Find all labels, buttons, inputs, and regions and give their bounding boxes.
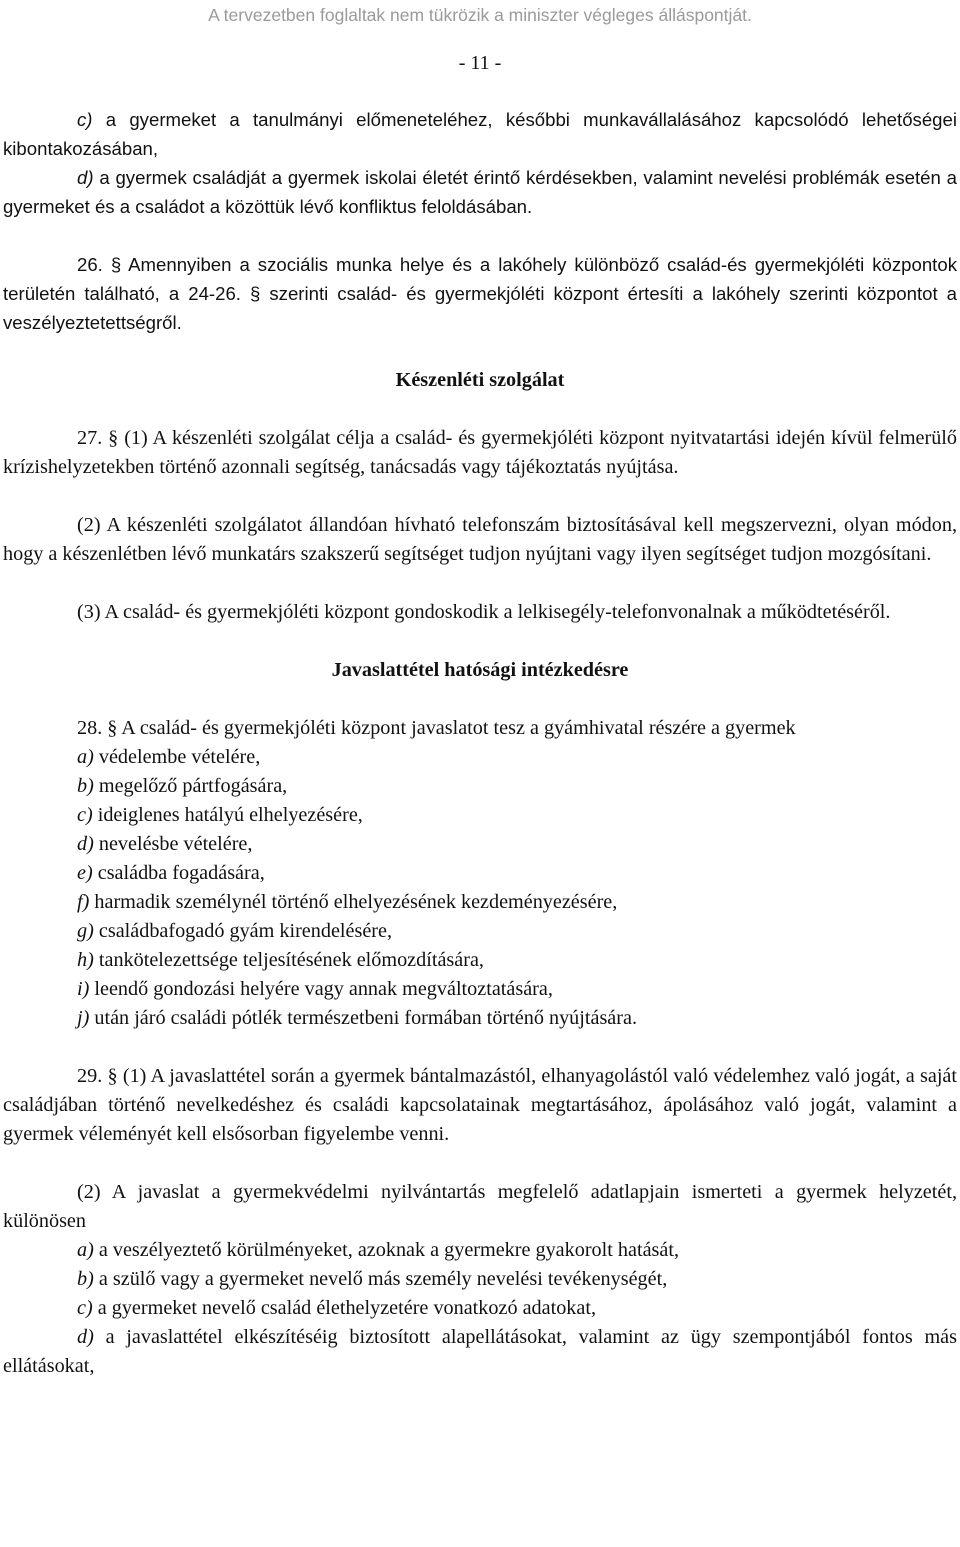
list-item-c: c) a gyermeket a tanulmányi előmeneteléhez, későbbi munkavállalásához kapcsolódó lehetőségei kibontakozásában, (3, 109, 957, 159)
list-item: a) védelembe vételére, (77, 746, 261, 768)
list-item-d: d) a gyermek családját a gyermek iskolai életét érintő kérdésekben, valamint nevelési problémák esetén a gyermeket és a családot a közöttük lévő konfliktus feloldásában. (3, 167, 957, 217)
section-27-paragraph-2: (2) A készenléti szolgálatot állandóan hívható telefonszám biztosításával kell megszervezni, olyan módon, hogy a készenlétben lévő munkatárs szakszerű segítséget tudjon nyújtani vagy ilyen segítséget tudjon mozgósítani. (3, 514, 957, 565)
list-item: f) harmadik személynél történő elhelyezésének kezdeményezésére, (77, 891, 618, 913)
page-number: - 11 - (458, 52, 502, 74)
section-29-list (3, 1236, 957, 1381)
list-item: j) után járó családi pótlék természetbeni formában történő nyújtására. (77, 1007, 637, 1029)
list-item: h) tankötelezettsége teljesítésének előmozdítására, (77, 949, 484, 971)
section-28-list (3, 743, 957, 1033)
document-body (0, 76, 960, 1381)
section-27-paragraph-3: (3) A család- és gyermekjóléti központ gondoskodik a lelkisegély-telefonvonalnak a működtetéséről. (77, 601, 891, 623)
section-26: 26. § Amennyiben a szociális munka helye és a lakóhely különböző család-és gyermekjóléti központok területén található, a 24-26. § szerinti család- és gyermekjóléti központ értesíti a lakóhely szerinti központot a veszélyeztetettségről. (3, 254, 957, 333)
list-item: c) ideiglenes hatályú elhelyezésére, (77, 804, 363, 826)
section-27-paragraph-1: 27. § (1) A készenléti szolgálat célja a család- és gyermekjóléti központ nyitvatartási idején kívül felmerülő krízishelyzetekben történő azonnali segítség, tanácsadás vagy tájékoztatás nyújtása. (3, 427, 957, 478)
list-item: d) nevelésbe vételére, (77, 833, 253, 855)
heading-javaslattetel: Javaslattétel hatósági intézkedésre (331, 659, 629, 681)
list-item: i) leendő gondozási helyére vagy annak megváltoztatására, (77, 978, 553, 1000)
list-item: e) családba fogadására, (77, 862, 265, 884)
list-item: g) családbafogadó gyám kirendelésére, (77, 920, 393, 942)
list-item: b) a szülő vagy a gyermeket nevelő más személy nevelési tevékenységét, (77, 1268, 668, 1290)
section-29-paragraph-1: 29. § (1) A javaslattétel során a gyermek bántalmazástól, elhanyagolástól való védelemhez való jogát, a saját családjában történő nevelkedéshez és családi kapcsolatainak megtartásához, ápolásához való jogát, valamint a gyermek véleményét kell elsősorban figyelembe venni. (3, 1065, 957, 1145)
heading-keszenleti-szolgalat: Készenléti szolgálat (395, 369, 565, 391)
draft-disclaimer: A tervezetben foglaltak nem tükrözik a miniszter végleges álláspontját. (208, 5, 752, 25)
list-item: a) a veszélyeztető körülményeket, azoknak a gyermekre gyakorolt hatását, (77, 1239, 680, 1261)
section-28-intro: 28. § A család- és gyermekjóléti központ javaslatot tesz a gyámhivatal részére a gyermek (77, 717, 796, 739)
list-item: d) a javaslattétel elkészítéséig biztosított alapellátásokat, valamint az ügy szempontjából fontos más ellátásokat, (3, 1326, 957, 1377)
section-29-paragraph-2: (2) A javaslat a gyermekvédelmi nyilvántartás megfelelő adatlapjain ismerteti a gyermek helyzetét, különösen (3, 1181, 957, 1232)
list-item: b) megelőző pártfogására, (77, 775, 288, 797)
list-item: c) a gyermeket nevelő család élethelyzetére vonatkozó adatokat, (77, 1297, 597, 1319)
